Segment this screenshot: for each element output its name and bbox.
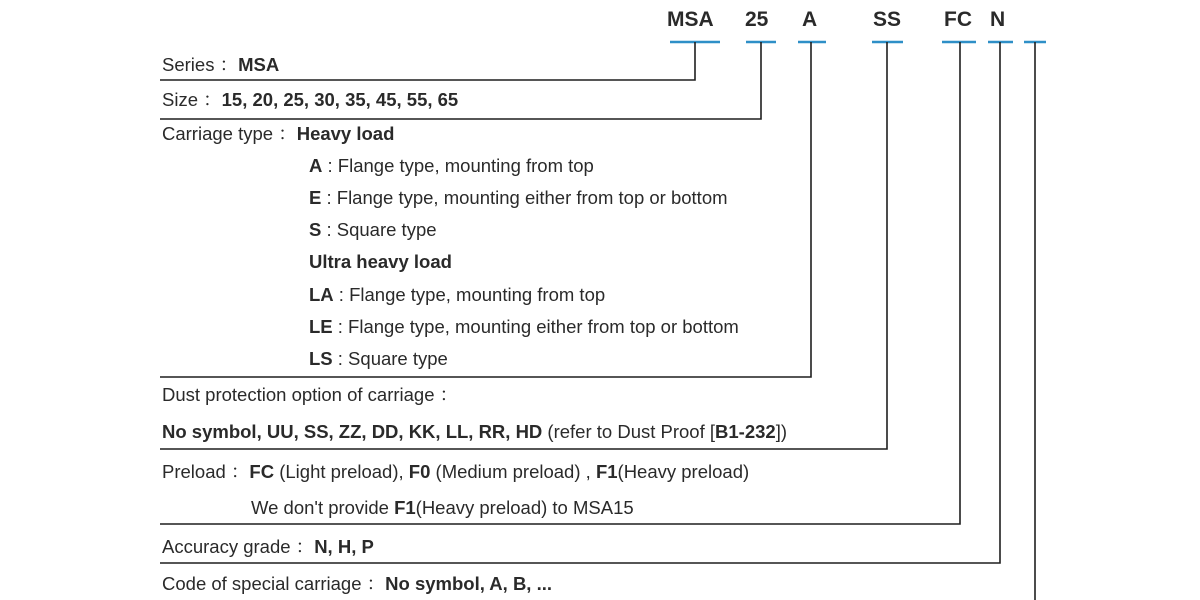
dust-options: No symbol, UU, SS, ZZ, DD, KK, LL, RR, HD bbox=[162, 421, 543, 442]
code-series: MSA bbox=[667, 8, 714, 31]
preload-label: Preload ： bbox=[162, 461, 250, 482]
carriage-item-desc: : Flange type, mounting either from top or bottom bbox=[332, 316, 739, 337]
carriage-item bbox=[309, 155, 594, 177]
dust-ref-suffix: ]) bbox=[775, 421, 788, 442]
preload-row bbox=[162, 461, 749, 483]
code-dust-protection: SS bbox=[873, 8, 902, 31]
carriage-row bbox=[162, 123, 394, 145]
size-row bbox=[162, 89, 458, 111]
carriage-item bbox=[309, 187, 728, 209]
preload-fc-code: FC bbox=[249, 461, 275, 482]
carriage-item bbox=[309, 316, 739, 338]
dust-ref-code: B1-232 bbox=[715, 421, 776, 442]
preload-fc-desc: (Light preload), bbox=[274, 461, 409, 482]
carriage-item-code: S bbox=[309, 219, 322, 240]
leader-preload bbox=[160, 42, 960, 524]
carriage-item-code: LA bbox=[309, 284, 334, 305]
preload-f0-desc: (Medium preload) , bbox=[430, 461, 596, 482]
carriage-item-desc: : Flange type, mounting either from top or bottom bbox=[321, 187, 728, 208]
special-label: Code of special carriage ： bbox=[162, 573, 386, 594]
carriage-item-code: A bbox=[309, 155, 323, 176]
size-label: Size ： bbox=[162, 89, 222, 110]
dust-options-row bbox=[162, 421, 787, 443]
accuracy-row bbox=[162, 536, 374, 558]
carriage-item-desc: : Flange type, mounting from top bbox=[322, 155, 594, 176]
preload-note-code: F1 bbox=[394, 497, 416, 518]
accuracy-label: Accuracy grade ： bbox=[162, 536, 315, 557]
size-value: 15, 20, 25, 30, 35, 45, 55, 65 bbox=[221, 89, 459, 110]
code-size: 25 bbox=[745, 8, 769, 31]
special-row bbox=[162, 573, 552, 595]
preload-f1-desc: (Heavy preload) bbox=[617, 461, 750, 482]
carriage-item-desc: : Flange type, mounting from top bbox=[333, 284, 606, 305]
preload-note bbox=[251, 497, 634, 519]
accuracy-value: N, H, P bbox=[314, 536, 374, 557]
carriage-heavy-title: Heavy load bbox=[296, 123, 395, 144]
preload-note-suffix: (Heavy preload) to MSA15 bbox=[415, 497, 634, 518]
series-row bbox=[162, 54, 279, 76]
carriage-item-desc: : Square type bbox=[321, 219, 437, 240]
carriage-item bbox=[309, 284, 605, 306]
special-value: No symbol, A, B, ... bbox=[385, 573, 553, 594]
code-accuracy: N bbox=[990, 8, 1006, 31]
carriage-item-code: E bbox=[309, 187, 322, 208]
carriage-label: Carriage type ： bbox=[162, 123, 297, 144]
carriage-item bbox=[309, 348, 448, 370]
preload-f0-code: F0 bbox=[408, 461, 431, 482]
code-carriage-type: A bbox=[802, 8, 818, 31]
carriage-item-code: LS bbox=[309, 348, 333, 369]
carriage-item-code: LE bbox=[309, 316, 333, 337]
preload-f1-code: F1 bbox=[595, 461, 618, 482]
dust-label: Dust protection option of carriage ： bbox=[162, 384, 459, 405]
dust-ref-prefix: (refer to Dust Proof [ bbox=[542, 421, 716, 442]
series-label: Series ： bbox=[162, 54, 239, 75]
preload-note-prefix: We don't provide bbox=[251, 497, 395, 518]
carriage-item bbox=[309, 219, 437, 241]
carriage-item-desc: : Square type bbox=[332, 348, 448, 369]
carriage-ultra-title: Ultra heavy load bbox=[309, 251, 452, 272]
code-preload: FC bbox=[944, 8, 972, 31]
series-value: MSA bbox=[238, 54, 280, 75]
